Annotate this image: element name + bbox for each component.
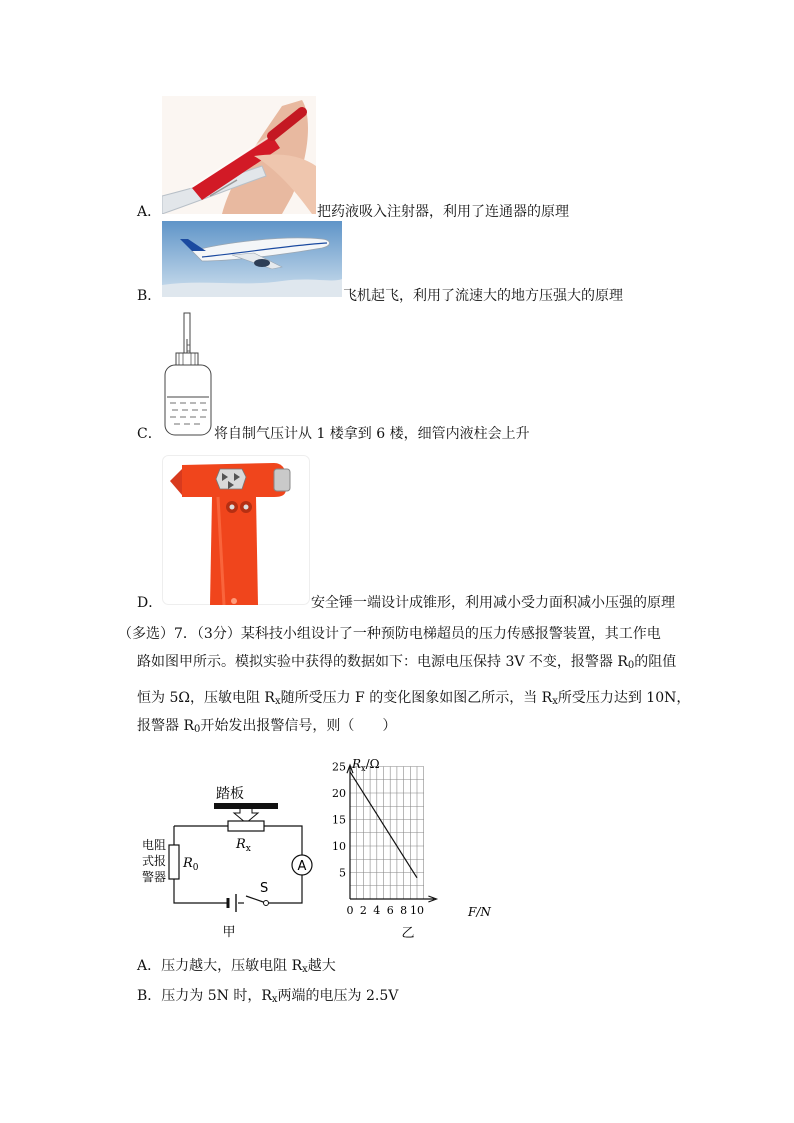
rx-label: $R_x$ (236, 837, 251, 854)
option-b-text: 飞机起飞，利用了流速大的地方压强大的原理 (343, 288, 623, 304)
y-tick-label: 10 (332, 840, 346, 853)
answer-b-sub: x (271, 994, 278, 1005)
syringe-photo (162, 96, 316, 214)
x-axis-label: F/N (468, 905, 491, 919)
answer-b-end: 两端的电压为 2.5V (277, 988, 399, 1004)
alarm-label-2: 式报 (142, 854, 167, 868)
question7-line2 (137, 652, 676, 676)
r0-label: $R_0$ (183, 856, 199, 873)
rx-force-graph (330, 752, 500, 942)
pedal-plate (214, 803, 278, 809)
ammeter-label: A (297, 859, 307, 874)
q7-line2-sub: 0 (627, 660, 635, 671)
y-tick-label: 25 (332, 760, 346, 774)
answer-b (137, 986, 398, 1010)
option-a-letter: A． (137, 204, 162, 220)
pedal-label: 踏板 (216, 786, 244, 802)
x-tick-label: 8 (400, 904, 408, 917)
q7-line3-b: 随所受压力 F 的变化图象如图乙所示，当 R (280, 690, 553, 706)
q7-line2-text: 路如图甲所示。模拟实验中获得的数据如下：电源电压保持 3V 不变，报警器 R (137, 654, 628, 670)
q7-line2-end: 的阻值 (634, 654, 677, 670)
r0-resistor (169, 845, 179, 879)
q7-line3-c: 所受压力达到 10N， (557, 690, 691, 706)
option-a-text: 把药液吸入注射器，利用了连通器的原理 (317, 204, 569, 220)
answer-a-letter: A． (137, 958, 162, 974)
safety-hammer-photo (162, 455, 310, 605)
answer-a (137, 956, 336, 980)
q7-line3-a: 恒为 5Ω，压敏电阻 R (137, 690, 275, 706)
switch-contact (264, 901, 269, 906)
answer-a-end: 越大 (307, 958, 336, 974)
question7-line1: （多选）7．（3分）某科技小组设计了一种预防电梯超员的压力传感报警装置，其工作电 (118, 626, 661, 642)
q7-line4-sub: 0 (194, 724, 201, 735)
barometer-drawing (162, 311, 214, 439)
circuit-caption: 甲 (222, 925, 236, 940)
x-tick-label: 0 (346, 904, 354, 917)
option-d-letter: D． (137, 595, 163, 611)
option-d-text: 安全锤一端设计成锥形，利用减小受力面积减小压强的原理 (311, 595, 675, 611)
answer-a-sub: x (302, 964, 308, 975)
switch-label: S (260, 881, 269, 896)
x-tick-label: 2 (359, 904, 367, 917)
chart-grid (350, 767, 424, 900)
y-tick-label: 20 (332, 787, 346, 800)
answer-a-text: 压力越大，压敏电阻 R (161, 958, 303, 974)
q7-line3-sub: x (274, 696, 281, 707)
q7-line4-b: 开始发出报警信号，则（ ） (200, 718, 397, 734)
q7-line3-sub2: x (552, 696, 558, 707)
alarm-label-3: 警器 (142, 870, 167, 884)
y-axis-label: $R_x/\Omega$ (352, 757, 380, 773)
option-c-letter: C． (137, 426, 162, 442)
y-axis (347, 765, 353, 899)
option-c-text: 将自制气压计从 1 楼拿到 6 楼，细管内液柱会上升 (214, 426, 530, 442)
answer-b-text: 压力为 5N 时，R (161, 988, 272, 1004)
wire-right (266, 875, 302, 903)
airplane-photo (162, 221, 342, 297)
rx-resistor (228, 821, 264, 831)
question7-line3 (137, 688, 690, 712)
alarm-label-1: 电阻 (142, 838, 167, 852)
question7-line4 (137, 716, 396, 740)
graph-caption: 乙 (401, 926, 415, 941)
switch-blade (246, 896, 266, 903)
x-tick-label: 6 (386, 904, 394, 917)
x-tick-label: 10 (410, 904, 424, 917)
circuit-diagram (130, 775, 330, 945)
q7-line4-a: 报警器 R (137, 718, 194, 734)
x-tick-label: 4 (373, 904, 381, 917)
option-b-letter: B． (137, 288, 162, 304)
answer-b-letter: B． (137, 988, 162, 1004)
y-tick-label: 15 (332, 813, 346, 827)
y-tick-label: 5 (339, 866, 346, 880)
